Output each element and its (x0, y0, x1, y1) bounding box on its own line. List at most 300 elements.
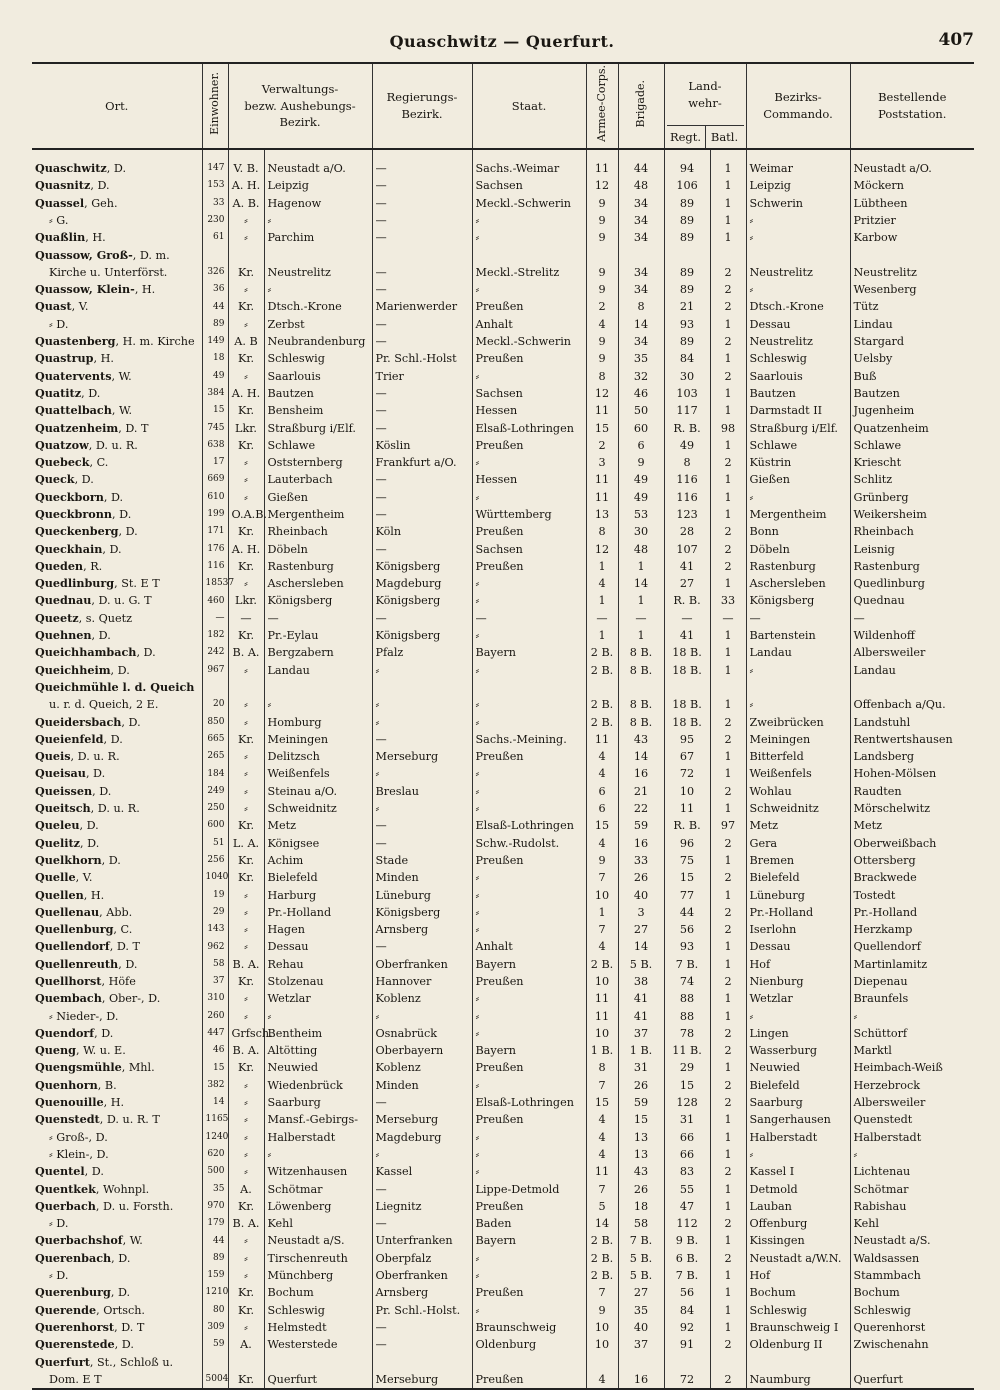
cell-ew: 18 (202, 350, 228, 367)
cell-ort (32, 592, 202, 609)
cell-regt (664, 679, 710, 696)
place-name: Quenouille (35, 1095, 104, 1110)
cell-kdo: Meiningen (746, 731, 850, 748)
cell-batl (710, 246, 746, 263)
place-type: , St. E T (114, 577, 160, 591)
cell-bezirk: Neustrelitz (264, 264, 372, 281)
cell-ab (228, 1353, 264, 1370)
cell-ew: 962 (202, 938, 228, 955)
cell-staat: ⸗ (472, 921, 586, 938)
cell-batl: 2 (710, 904, 746, 921)
cell-ab: ⸗ (228, 1008, 264, 1025)
cell-ab: ⸗ (228, 1232, 264, 1249)
cell-staat: ⸗ (472, 869, 586, 886)
place-type: , D. (118, 525, 138, 539)
cell-br: 8 B. (618, 696, 664, 713)
cell-ac: 10 (586, 886, 618, 903)
cell-reg: Kassel (372, 1163, 472, 1180)
place-name: Quassow, Klein- (35, 282, 135, 297)
cell-ac: 11 (586, 489, 618, 506)
cell-ac: 2 B. (586, 956, 618, 973)
cell-br: 9 (618, 454, 664, 471)
cell-ac: 9 (586, 281, 618, 298)
cell-post: Wildenhoff (850, 627, 974, 644)
cell-staat: Hessen (472, 402, 586, 419)
place-name: Querenburg (35, 1285, 111, 1300)
cell-reg: Pfalz (372, 644, 472, 661)
cell-batl: 2 (710, 921, 746, 938)
place-name: Queckborn (35, 489, 104, 504)
cell-staat: Preußen (472, 1111, 586, 1128)
cell-reg: — (372, 471, 472, 488)
cell-ew: 35 (202, 1181, 228, 1198)
cell-ac: 7 (586, 1284, 618, 1301)
cell-ew: 171 (202, 523, 228, 540)
cell-batl: 1 (710, 852, 746, 869)
cell-bezirk: Döbeln (264, 541, 372, 558)
cell-br: 26 (618, 1077, 664, 1094)
cell-ew: 51 (202, 835, 228, 852)
cell-ab: ⸗ (228, 316, 264, 333)
cell-ew: 250 (202, 800, 228, 817)
cell-bezirk: Zerbst (264, 316, 372, 333)
cell-post: Marktl (850, 1042, 974, 1059)
cell-regt: 72 (664, 1371, 710, 1389)
cell-reg: Koblenz (372, 1059, 472, 1076)
cell-bezirk: Bochum (264, 1284, 372, 1301)
cell-ac: 10 (586, 1025, 618, 1042)
cell-br: 37 (618, 1336, 664, 1353)
place-type: , W. (122, 1234, 143, 1248)
cell-br: 16 (618, 835, 664, 852)
cell-post: Bochum (850, 1284, 974, 1301)
cell-kdo: Wetzlar (746, 990, 850, 1007)
cell-ac: 2 B. (586, 714, 618, 731)
cell-ew: 36 (202, 281, 228, 298)
cell-staat: Anhalt (472, 316, 586, 333)
col-header-poststation: Bestellende Poststation. (850, 63, 974, 149)
cell-post: Wesenberg (850, 281, 974, 298)
place-type: , D. (106, 162, 127, 176)
cell-regt: 117 (664, 402, 710, 419)
cell-reg: Magdeburg (372, 575, 472, 592)
cell-batl: 2 (710, 1336, 746, 1353)
cell-ac: 3 (586, 454, 618, 471)
cell-ort (32, 904, 202, 921)
cell-ac: — (586, 610, 618, 627)
cell-batl: 1 (710, 1302, 746, 1319)
place-name: Querenbach (35, 1250, 112, 1265)
cell-post (850, 1353, 974, 1370)
cell-br: 31 (618, 1059, 664, 1076)
cell-post: Albersweiler (850, 644, 974, 661)
place-type: , D. (90, 179, 110, 193)
cell-ew: 153 (202, 177, 228, 194)
cell-post: Kehl (850, 1215, 974, 1232)
cell-regt: 72 (664, 765, 710, 782)
cell-ac (586, 246, 618, 263)
cell-staat: Sachsen (472, 177, 586, 194)
cell-batl: 2 (710, 714, 746, 731)
cell-br: 49 (618, 489, 664, 506)
cell-reg: ⸗ (372, 696, 472, 713)
cell-bezirk: Bentheim (264, 1025, 372, 1042)
cell-ac: 11 (586, 731, 618, 748)
cell-ab: ⸗ (228, 696, 264, 713)
cell-ort (32, 541, 202, 558)
cell-ort (32, 212, 202, 229)
cell-ew: 500 (202, 1163, 228, 1180)
cell-reg: ⸗ (372, 1008, 472, 1025)
cell-ew: 326 (202, 264, 228, 281)
cell-post: Querenhorst (850, 1319, 974, 1336)
cell-kdo: Bonn (746, 523, 850, 540)
cell-post: Quednau (850, 592, 974, 609)
cell-staat: Preußen (472, 852, 586, 869)
cell-staat: Preußen (472, 1198, 586, 1215)
place-name: Quatitz (35, 385, 82, 400)
cell-staat: — (472, 610, 586, 627)
cell-staat: Anhalt (472, 938, 586, 955)
cell-batl: 1 (710, 1059, 746, 1076)
cell-bezirk: Königsee (264, 835, 372, 852)
cell-regt: 84 (664, 1302, 710, 1319)
place-type: Kirche u. Unterförst. (49, 265, 168, 279)
cell-bezirk: Wetzlar (264, 990, 372, 1007)
cell-regt: 78 (664, 1025, 710, 1042)
cell-kdo: Sangerhausen (746, 1111, 850, 1128)
place-type: , D. (92, 784, 112, 798)
cell-bezirk: Bielefeld (264, 869, 372, 886)
cell-regt: 94 (664, 149, 710, 177)
cell-ac: 6 (586, 800, 618, 817)
cell-kdo: ⸗ (746, 229, 850, 246)
cell-staat: Bayern (472, 1232, 586, 1249)
table-row (32, 489, 974, 506)
cell-kdo: Schweidnitz (746, 800, 850, 817)
cell-reg: — (372, 1181, 472, 1198)
cell-ac (586, 1353, 618, 1370)
cell-staat: Schw.-Rudolst. (472, 835, 586, 852)
place-name: Queleu (35, 818, 80, 833)
cell-batl: 2 (710, 298, 746, 315)
cell-bezirk: Dtsch.-Krone (264, 298, 372, 315)
cell-ac: 13 (586, 506, 618, 523)
cell-kdo: Schleswig (746, 1302, 850, 1319)
cell-batl (710, 679, 746, 696)
table-row (32, 1111, 974, 1128)
cell-ort (32, 1059, 202, 1076)
table-row (32, 419, 974, 436)
cell-post: Weikersheim (850, 506, 974, 523)
place-type: , D. (112, 507, 132, 521)
cell-ew: — (202, 610, 228, 627)
cell-ort (32, 990, 202, 1007)
cell-ac: 2 B. (586, 1250, 618, 1267)
cell-reg: — (372, 835, 472, 852)
table-row (32, 402, 974, 419)
cell-br: 16 (618, 1371, 664, 1389)
cell-kdo: Neuwied (746, 1059, 850, 1076)
cell-ab: Kr. (228, 1284, 264, 1301)
cell-ab: Kr. (228, 558, 264, 575)
cell-reg: — (372, 385, 472, 402)
cell-reg: — (372, 281, 472, 298)
cell-ab: ⸗ (228, 886, 264, 903)
cell-ort (32, 1215, 202, 1232)
cell-ort (32, 938, 202, 955)
cell-regt: 92 (664, 1319, 710, 1336)
cell-kdo: Landau (746, 644, 850, 661)
place-type: , D. (74, 473, 94, 487)
cell-regt: 84 (664, 350, 710, 367)
table-row (32, 731, 974, 748)
place-type: , D. (103, 732, 123, 746)
place-type: , Mhl. (121, 1061, 155, 1075)
table-row (32, 973, 974, 990)
cell-regt: 107 (664, 541, 710, 558)
cell-bezirk: Bautzen (264, 385, 372, 402)
cell-ort (32, 956, 202, 973)
place-name: Quendorf (35, 1025, 95, 1040)
place-name: Queis (35, 749, 71, 764)
cell-br: 14 (618, 575, 664, 592)
cell-ort (32, 1336, 202, 1353)
place-name: Quasnitz (35, 178, 91, 193)
cell-kdo: Gera (746, 835, 850, 852)
place-name: Queng (35, 1043, 76, 1058)
cell-br: 26 (618, 869, 664, 886)
cell-ab: A. (228, 1336, 264, 1353)
cell-ort (32, 333, 202, 350)
cell-reg: Trier (372, 368, 472, 385)
cell-ort (32, 1077, 202, 1094)
place-type: ⸗ Groß-, D. (49, 1130, 108, 1144)
cell-ew: 143 (202, 921, 228, 938)
table-row (32, 1302, 974, 1319)
cell-ew: 176 (202, 541, 228, 558)
cell-ac: 8 (586, 1059, 618, 1076)
cell-bezirk: Oststernberg (264, 454, 372, 471)
place-type: , D. (121, 715, 141, 729)
cell-ew: 967 (202, 662, 228, 679)
cell-bezirk: Schleswig (264, 350, 372, 367)
cell-bezirk: Helmstedt (264, 1319, 372, 1336)
cell-kdo: Metz (746, 817, 850, 834)
cell-ort (32, 1111, 202, 1128)
cell-post: Quenstedt (850, 1111, 974, 1128)
cell-batl: 2 (710, 523, 746, 540)
cell-ab: L. A. (228, 835, 264, 852)
cell-ab: Kr. (228, 869, 264, 886)
cell-br: 6 (618, 437, 664, 454)
cell-ort (32, 1181, 202, 1198)
place-name: Queichmühle l. d. Queich (35, 679, 195, 694)
cell-ort (32, 471, 202, 488)
cell-staat: ⸗ (472, 886, 586, 903)
cell-reg: Merseburg (372, 1371, 472, 1389)
cell-ab: ⸗ (228, 368, 264, 385)
place-name: Quehnen (35, 628, 92, 643)
cell-br: 13 (618, 1146, 664, 1163)
cell-ac: 4 (586, 575, 618, 592)
cell-post: Zwischenahn (850, 1336, 974, 1353)
place-name: Quenhorn (35, 1077, 98, 1092)
cell-post: Metz (850, 817, 974, 834)
cell-br: 34 (618, 229, 664, 246)
col-header-ort: Ort. (32, 63, 202, 149)
cell-reg: Breslau (372, 783, 472, 800)
cell-ort (32, 1232, 202, 1249)
cell-kdo: Weimar (746, 149, 850, 177)
cell-ab: A. B (228, 333, 264, 350)
place-name: Querfurt (35, 1354, 90, 1369)
table-row (32, 662, 974, 679)
cell-kdo: ⸗ (746, 696, 850, 713)
cell-post: Ottersberg (850, 852, 974, 869)
cell-ew: 310 (202, 990, 228, 1007)
cell-br: 1 (618, 627, 664, 644)
cell-ac: 11 (586, 1008, 618, 1025)
table-row (32, 1163, 974, 1180)
cell-regt: 18 B. (664, 662, 710, 679)
col-header-bezirkskommando: Bezirks- Commando. (746, 63, 850, 149)
cell-post: Diepenau (850, 973, 974, 990)
cell-regt: 18 B. (664, 714, 710, 731)
cell-ort (32, 298, 202, 315)
cell-bezirk: Kehl (264, 1215, 372, 1232)
cell-reg: — (372, 229, 472, 246)
place-name: Querenstede (35, 1337, 115, 1352)
cell-batl: 1 (710, 212, 746, 229)
cell-bezirk: Bensheim (264, 402, 372, 419)
table-row (32, 149, 974, 177)
place-type: ⸗ D. (49, 317, 69, 331)
table-row (32, 1232, 974, 1249)
place-name: Queichhambach (35, 645, 137, 660)
cell-batl: 1 (710, 1198, 746, 1215)
cell-ac: 2 B. (586, 696, 618, 713)
cell-regt: R. B. (664, 817, 710, 834)
cell-ab: ⸗ (228, 229, 264, 246)
place-name: Quatervents (35, 368, 112, 383)
cell-batl: 1 (710, 1181, 746, 1198)
cell-batl: 1 (710, 1232, 746, 1249)
cell-ab: Kr. (228, 1371, 264, 1389)
cell-bezirk: Bergzabern (264, 644, 372, 661)
place-type: , D. (136, 646, 156, 660)
cell-regt: 9 B. (664, 1232, 710, 1249)
cell-regt: 41 (664, 627, 710, 644)
cell-ab: ⸗ (228, 1094, 264, 1111)
cell-bezirk: — (264, 610, 372, 627)
cell-ac: 4 (586, 1129, 618, 1146)
cell-regt: 15 (664, 869, 710, 886)
place-name: Querbachshof (35, 1233, 123, 1248)
place-type: , Ober-, D. (101, 992, 161, 1006)
cell-staat (472, 1353, 586, 1370)
cell-ew: 37 (202, 973, 228, 990)
cell-post: Karbow (850, 229, 974, 246)
cell-ew: 46 (202, 1042, 228, 1059)
place-type: , D. u. R. (90, 802, 140, 816)
place-name: Quentel (35, 1164, 85, 1179)
place-type: , D. (81, 386, 101, 400)
cell-ort (32, 1025, 202, 1042)
cell-post: Landsberg (850, 748, 974, 765)
cell-ac: 10 (586, 1336, 618, 1353)
cell-ew: 149 (202, 333, 228, 350)
cell-batl: 2 (710, 1250, 746, 1267)
place-name: Quebeck (35, 455, 90, 470)
cell-batl: 1 (710, 748, 746, 765)
cell-staat: Preußen (472, 437, 586, 454)
cell-kdo: Mergentheim (746, 506, 850, 523)
cell-regt: 66 (664, 1146, 710, 1163)
cell-bezirk: Neuwied (264, 1059, 372, 1076)
cell-br: 14 (618, 938, 664, 955)
cell-br: 48 (618, 541, 664, 558)
place-type: , Geh. (84, 196, 118, 210)
cell-kdo: ⸗ (746, 662, 850, 679)
cell-ab: Kr. (228, 817, 264, 834)
cell-batl: 1 (710, 696, 746, 713)
cell-br: 34 (618, 195, 664, 212)
cell-kdo (746, 679, 850, 696)
cell-br: 46 (618, 385, 664, 402)
cell-ew: 745 (202, 419, 228, 436)
table-row (32, 437, 974, 454)
cell-ac: 9 (586, 1302, 618, 1319)
cell-ort (32, 1353, 202, 1370)
cell-regt: 28 (664, 523, 710, 540)
cell-bezirk: Schötmar (264, 1181, 372, 1198)
place-type: , D. (80, 836, 100, 850)
cell-ac: 5 (586, 1198, 618, 1215)
cell-regt: 103 (664, 385, 710, 402)
table-row (32, 1146, 974, 1163)
cell-staat: ⸗ (472, 1129, 586, 1146)
table-row (32, 1250, 974, 1267)
cell-ac: 2 B. (586, 1232, 618, 1249)
cell-batl: 2 (710, 869, 746, 886)
cell-br: 1 (618, 558, 664, 575)
cell-staat: Preußen (472, 973, 586, 990)
table-row (32, 246, 974, 263)
place-name: Querenhorst (35, 1319, 115, 1334)
cell-staat: ⸗ (472, 1077, 586, 1094)
table-row (32, 627, 974, 644)
cell-ort (32, 149, 202, 177)
cell-bezirk: Achim (264, 852, 372, 869)
cell-bezirk: Schlawe (264, 437, 372, 454)
table-row (32, 835, 974, 852)
cell-ew: 850 (202, 714, 228, 731)
cell-ort (32, 886, 202, 903)
cell-ab: Kr. (228, 627, 264, 644)
cell-ac: 10 (586, 973, 618, 990)
cell-ab: B. A. (228, 644, 264, 661)
table-row (32, 610, 974, 627)
cell-bezirk: ⸗ (264, 212, 372, 229)
cell-br: 14 (618, 316, 664, 333)
cell-br: 49 (618, 471, 664, 488)
cell-regt: 106 (664, 177, 710, 194)
place-name: Quelkhorn (35, 852, 102, 867)
cell-br: 40 (618, 886, 664, 903)
place-name: Quelle (35, 870, 76, 885)
table-row (32, 921, 974, 938)
